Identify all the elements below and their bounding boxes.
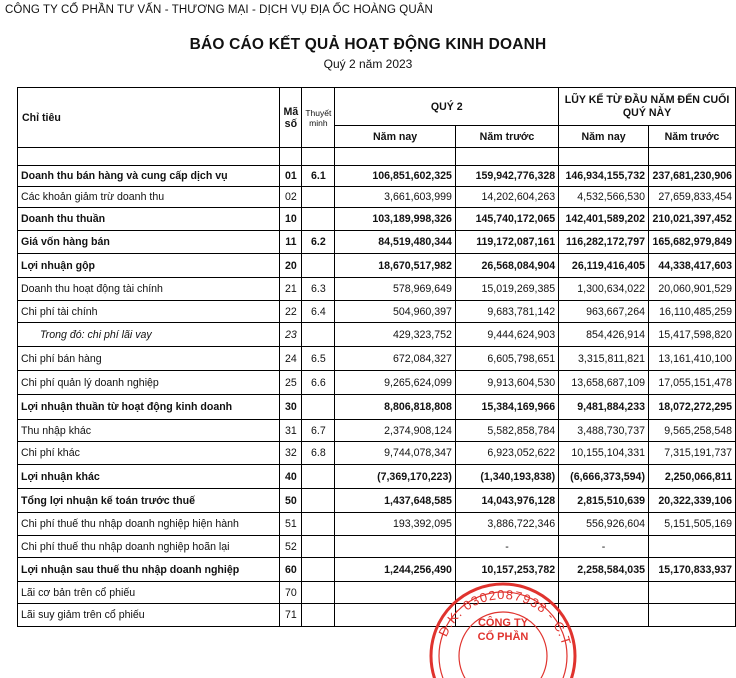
cell-ma: 30 <box>280 395 302 420</box>
cell-lk-pre <box>648 536 735 558</box>
cell-ma: 02 <box>280 187 302 208</box>
spacer-row <box>18 148 736 166</box>
cell-label: Chi phí bán hàng <box>18 347 280 371</box>
cell-label: Doanh thu thuần <box>18 208 280 231</box>
cell-lk-pre: 165,682,979,849 <box>648 231 735 254</box>
cell-tm <box>302 536 335 558</box>
cell-lk-ny: 116,282,172,797 <box>559 231 649 254</box>
cell-lk-pre: 18,072,272,295 <box>648 395 735 420</box>
cell-q-pre: 9,444,624,903 <box>455 323 558 347</box>
cell-lk-ny: 13,658,687,109 <box>559 371 649 395</box>
cell-lk-pre <box>648 582 735 604</box>
header-quy-nam-truoc: Năm trước <box>455 126 558 148</box>
cell-lk-pre: 2,250,066,811 <box>648 465 735 489</box>
cell-q-pre: 6,923,052,622 <box>455 442 558 465</box>
cell-label: Các khoản giảm trừ doanh thu <box>18 187 280 208</box>
cell-q-pre: 6,605,798,651 <box>455 347 558 371</box>
table-row <box>18 187 736 208</box>
header-quy-2: QUÝ 2 <box>335 88 559 126</box>
cell-tm <box>302 323 335 347</box>
report-period: Quý 2 năm 2023 <box>323 57 413 71</box>
cell-ma: 70 <box>280 582 302 604</box>
cell-lk-pre: 17,055,151,478 <box>648 371 735 395</box>
cell-ma: 71 <box>280 604 302 627</box>
cell-q-pre: 145,740,172,065 <box>455 208 558 231</box>
cell-lk-pre: 15,417,598,820 <box>648 323 735 347</box>
cell-lk-pre: 20,060,901,529 <box>648 278 735 301</box>
cell-label: Lãi suy giảm trên cổ phiếu <box>18 604 280 627</box>
cell-lk-pre: 15,170,833,937 <box>648 558 735 582</box>
cell-q-ny: 429,323,752 <box>335 323 456 347</box>
cell-lk-ny: 2,258,584,035 <box>559 558 649 582</box>
cell-label: Tổng lợi nhuận kế toán trước thuế <box>18 489 280 513</box>
cell-lk-pre: 210,021,397,452 <box>648 208 735 231</box>
table-row <box>18 278 736 301</box>
cell-ma: 11 <box>280 231 302 254</box>
cell-q-pre: 15,019,269,385 <box>455 278 558 301</box>
cell-q-pre: 9,913,604,530 <box>455 371 558 395</box>
table-row <box>18 558 736 582</box>
table-row <box>18 465 736 489</box>
cell-q-ny: 193,392,095 <box>335 513 456 536</box>
cell-q-ny: (7,369,170,223) <box>335 465 456 489</box>
cell-tm <box>302 465 335 489</box>
cell-q-ny: 9,265,624,099 <box>335 371 456 395</box>
header-lk-nam-truoc: Năm trước <box>648 126 735 148</box>
table-row <box>18 301 736 323</box>
company-seal-stamp <box>418 578 588 678</box>
cell-lk-pre: 16,110,485,259 <box>648 301 735 323</box>
table-row <box>18 489 736 513</box>
cell-q-pre: 159,942,776,328 <box>455 166 558 187</box>
cell-ma: 25 <box>280 371 302 395</box>
cell-q-pre: 14,202,604,263 <box>455 187 558 208</box>
cell-lk-ny: 854,426,914 <box>559 323 649 347</box>
cell-q-ny: 3,661,603,999 <box>335 187 456 208</box>
cell-lk-ny: 142,401,589,202 <box>559 208 649 231</box>
cell-q-pre: 3,886,722,346 <box>455 513 558 536</box>
cell-q-ny: 578,969,649 <box>335 278 456 301</box>
cell-tm <box>302 208 335 231</box>
cell-tm <box>302 513 335 536</box>
cell-lk-ny: 556,926,604 <box>559 513 649 536</box>
cell-lk-ny: 3,315,811,821 <box>559 347 649 371</box>
cell-q-ny: 8,806,818,808 <box>335 395 456 420</box>
svg-text:CỔ PHẦN: CỔ PHẦN <box>477 631 529 643</box>
table-row <box>18 420 736 442</box>
cell-label: Doanh thu hoạt động tài chính <box>18 278 280 301</box>
cell-lk-ny: 9,481,884,233 <box>559 395 649 420</box>
cell-label: Doanh thu bán hàng và cung cấp dịch vụ <box>18 166 280 187</box>
cell-lk-pre: 7,315,191,737 <box>648 442 735 465</box>
cell-ma: 60 <box>280 558 302 582</box>
cell-lk-pre: 237,681,230,906 <box>648 166 735 187</box>
table-row <box>18 604 736 627</box>
cell-tm: 6.5 <box>302 347 335 371</box>
cell-q-ny: 1,437,648,585 <box>335 489 456 513</box>
table-row <box>18 208 736 231</box>
cell-q-pre: 14,043,976,128 <box>455 489 558 513</box>
cell-tm <box>302 254 335 278</box>
cell-lk-ny: 146,934,155,732 <box>559 166 649 187</box>
cell-q-pre: (1,340,193,838) <box>455 465 558 489</box>
table-row <box>18 395 736 420</box>
cell-tm: 6.8 <box>302 442 335 465</box>
cell-label: Chi phí thuế thu nhập doanh nghiệp hoãn lại <box>18 536 280 558</box>
cell-ma: 21 <box>280 278 302 301</box>
cell-lk-pre: 27,659,833,454 <box>648 187 735 208</box>
cell-lk-ny: (6,666,373,594) <box>559 465 649 489</box>
header-quy-nam-nay: Năm nay <box>335 126 456 148</box>
cell-q-ny: 18,670,517,982 <box>335 254 456 278</box>
cell-q-ny: 106,851,602,325 <box>335 166 456 187</box>
company-name: CÔNG TY CỔ PHẦN TƯ VẤN - THƯƠNG MẠI - DỊCH VỤ ĐỊA ỐC HOÀNG QUÂN <box>5 4 433 16</box>
svg-text:Đ.K: 0302087938 - C.T: Đ.K: 0302087938 - C.T <box>435 586 575 648</box>
cell-tm: 6.6 <box>302 371 335 395</box>
cell-lk-pre: 9,565,258,548 <box>648 420 735 442</box>
svg-text:CÔNG TY: CÔNG TY <box>477 617 529 629</box>
table-row <box>18 371 736 395</box>
cell-tm <box>302 604 335 627</box>
table-row <box>18 513 736 536</box>
header-lk-nam-nay: Năm nay <box>559 126 649 148</box>
cell-lk-ny: 2,815,510,639 <box>559 489 649 513</box>
table-row <box>18 254 736 278</box>
cell-q-pre: 9,683,781,142 <box>455 301 558 323</box>
cell-q-ny <box>335 536 456 558</box>
cell-label: Chi phí thuế thu nhập doanh nghiệp hiện hành <box>18 513 280 536</box>
cell-ma: 50 <box>280 489 302 513</box>
cell-tm <box>302 558 335 582</box>
cell-q-ny: 504,960,397 <box>335 301 456 323</box>
cell-ma: 32 <box>280 442 302 465</box>
cell-tm: 6.4 <box>302 301 335 323</box>
table-row <box>18 231 736 254</box>
cell-label: Lãi cơ bản trên cổ phiếu <box>18 582 280 604</box>
cell-label: Lợi nhuận thuần từ hoạt động kinh doanh <box>18 395 280 420</box>
cell-q-ny: 103,189,998,326 <box>335 208 456 231</box>
cell-q-ny: 2,374,908,124 <box>335 420 456 442</box>
cell-q-pre: - <box>455 536 558 558</box>
cell-q-ny: 672,084,327 <box>335 347 456 371</box>
cell-lk-pre: 44,338,417,603 <box>648 254 735 278</box>
cell-lk-pre: 5,151,505,169 <box>648 513 735 536</box>
cell-label: Chi phí quản lý doanh nghiệp <box>18 371 280 395</box>
cell-q-ny: 1,244,256,490 <box>335 558 456 582</box>
cell-q-ny: 84,519,480,344 <box>335 231 456 254</box>
cell-q-pre: 15,384,169,966 <box>455 395 558 420</box>
cell-lk-pre: 20,322,339,106 <box>648 489 735 513</box>
cell-ma: 24 <box>280 347 302 371</box>
table-row <box>18 536 736 558</box>
cell-label: Lợi nhuận sau thuế thu nhập doanh nghiệp <box>18 558 280 582</box>
header-thuyet-minh: Thuyết minh <box>302 88 335 148</box>
cell-lk-ny: 10,155,104,331 <box>559 442 649 465</box>
cell-lk-ny: 963,667,264 <box>559 301 649 323</box>
cell-label: Lợi nhuận gộp <box>18 254 280 278</box>
cell-label: Lợi nhuận khác <box>18 465 280 489</box>
cell-q-pre: 26,568,084,904 <box>455 254 558 278</box>
income-statement-table <box>17 87 736 627</box>
table-row <box>18 582 736 604</box>
cell-label: Chi phí khác <box>18 442 280 465</box>
cell-lk-pre: 13,161,410,100 <box>648 347 735 371</box>
cell-lk-ny: - <box>559 536 649 558</box>
cell-tm <box>302 582 335 604</box>
cell-label: Chi phí tài chính <box>18 301 280 323</box>
header-ma-so: Mã số <box>280 88 302 148</box>
cell-lk-pre <box>648 604 735 627</box>
cell-lk-ny: 1,300,634,022 <box>559 278 649 301</box>
cell-ma: 01 <box>280 166 302 187</box>
cell-lk-ny: 4,532,566,530 <box>559 187 649 208</box>
cell-label: Trong đó: chi phí lãi vay <box>18 323 280 347</box>
cell-ma: 20 <box>280 254 302 278</box>
header-chi-tieu: Chỉ tiêu <box>18 88 280 148</box>
cell-tm: 6.1 <box>302 166 335 187</box>
cell-q-pre: 10,157,253,782 <box>455 558 558 582</box>
cell-tm: 6.2 <box>302 231 335 254</box>
cell-ma: 51 <box>280 513 302 536</box>
cell-q-pre: 119,172,087,161 <box>455 231 558 254</box>
table-row <box>18 166 736 187</box>
cell-ma: 40 <box>280 465 302 489</box>
cell-tm <box>302 187 335 208</box>
cell-label: Giá vốn hàng bán <box>18 231 280 254</box>
cell-ma: 10 <box>280 208 302 231</box>
cell-label: Thu nhập khác <box>18 420 280 442</box>
cell-tm <box>302 489 335 513</box>
cell-ma: 23 <box>280 323 302 347</box>
cell-tm: 6.3 <box>302 278 335 301</box>
cell-q-pre: 5,582,858,784 <box>455 420 558 442</box>
table-row <box>18 347 736 371</box>
cell-ma: 22 <box>280 301 302 323</box>
report-title: BÁO CÁO KẾT QUẢ HOẠT ĐỘNG KINH DOANH <box>189 36 547 53</box>
cell-ma: 52 <box>280 536 302 558</box>
table-row <box>18 323 736 347</box>
cell-q-ny: 9,744,078,347 <box>335 442 456 465</box>
cell-ma: 31 <box>280 420 302 442</box>
header-luy-ke: LŨY KẾ TỪ ĐẦU NĂM ĐẾN CUỐI QUÝ NÀY <box>559 88 736 126</box>
cell-tm: 6.7 <box>302 420 335 442</box>
cell-tm <box>302 395 335 420</box>
cell-lk-ny: 3,488,730,737 <box>559 420 649 442</box>
table-row <box>18 442 736 465</box>
cell-lk-ny: 26,119,416,405 <box>559 254 649 278</box>
